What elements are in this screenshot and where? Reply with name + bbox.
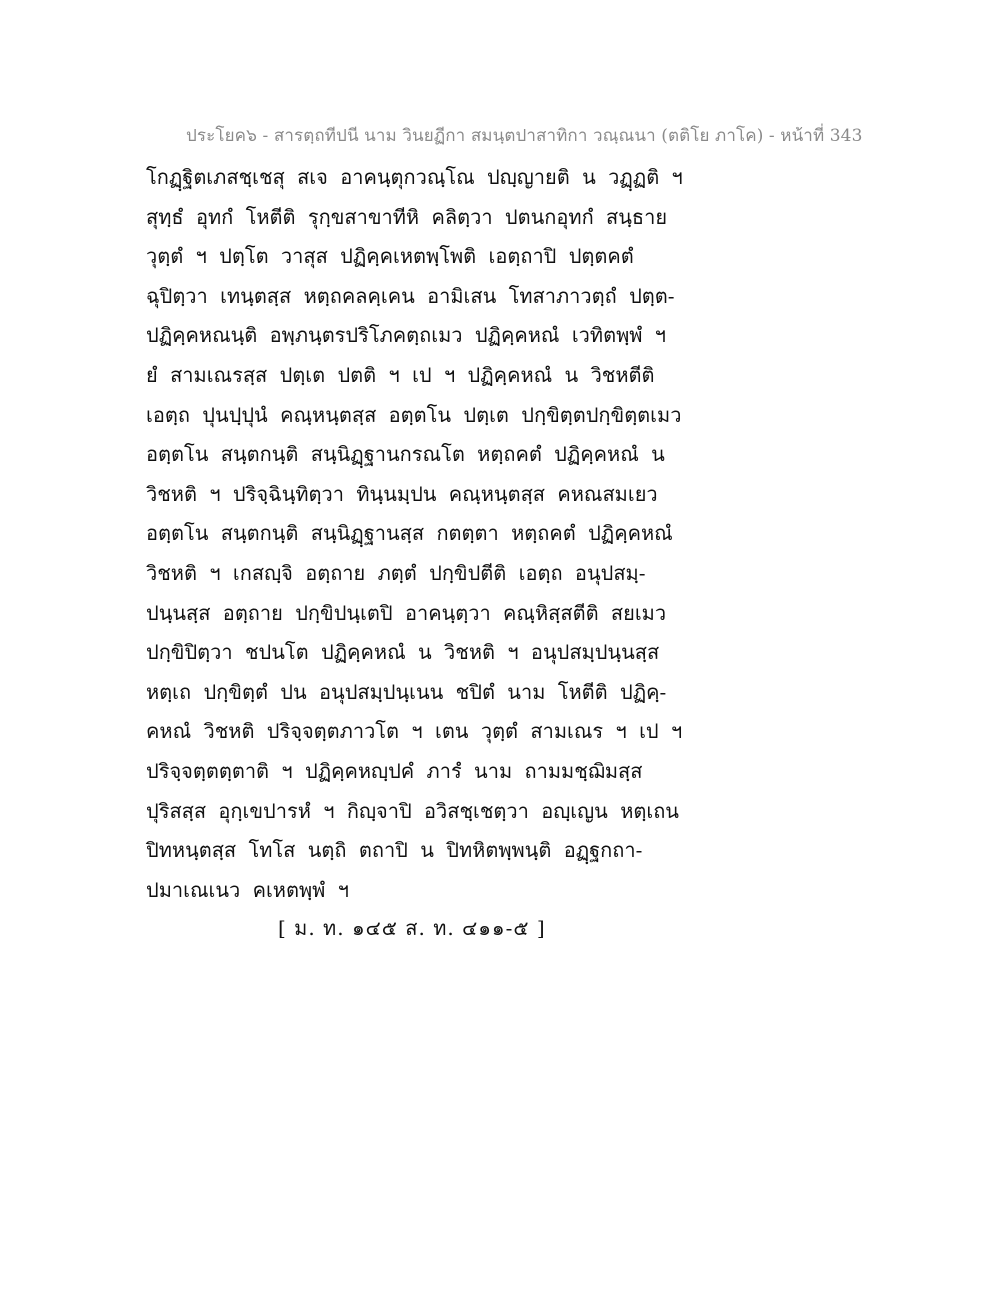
text-line: วิชหติ ฯ ปริจฺฉินฺทิตฺวา ทินฺนมฺปน คณฺหนฺตสฺส คหณสมเยว bbox=[146, 481, 658, 506]
text-line: ปนฺนสฺส อตฺถาย ปกฺขิปนฺเตปิ อาคนฺตฺวา คณฺหิสฺสตีติ สยเมว bbox=[146, 600, 667, 625]
text-line: ปุริสสฺส อุกฺเขปารหํ ฯ กิญฺจาปิ อวิสชฺเชตฺวา อญฺเญน หตฺเถน bbox=[146, 798, 679, 823]
text-line: ปิทหนฺตสฺส โทโส นตฺถิ ตถาปิ น ปิทหิตพฺพนฺติ อฏฺฐกถา- bbox=[146, 838, 643, 863]
text-line: วิชหติ ฯ เกสญฺจิ อตฺถาย ภตฺตํ ปกฺขิปตีติ เอตฺถ อนุปสมฺ- bbox=[146, 560, 646, 585]
running-header: ประโยค๖ - สารตฺถทีปนี นาม วินยฏีกา สมนฺตปาสาทิกา วณฺณนา (ตติโย ภาโค) - หน้าที่ 343 bbox=[186, 126, 863, 146]
text-line: หตฺเถ ปกฺขิตฺตํ ปน อนุปสมฺปนฺเนน ชปิตํ นาม โหตีติ ปฏิคฺ- bbox=[146, 679, 667, 704]
text-line: ปฏิคฺคหณนฺติ อพฺภนฺตรปริโภคตฺถเมว ปฏิคฺคหณํ เวทิตพฺพํ ฯ bbox=[146, 323, 667, 348]
text-line: โกฏฺฐิตเภสชฺเชสุ สเจ อาคนฺตุกวณฺโณ ปญฺญายติ น วฏฺฏติ ฯ bbox=[146, 165, 683, 189]
text-line: เอตฺถ ปุนปฺปุนํ คณฺหนฺตสฺส อตฺตโน ปตฺเต ปกฺขิตฺตปกฺขิตฺตเมว bbox=[146, 402, 682, 427]
text-line: ปริจฺจตฺตตฺตาติ ฯ ปฏิคฺคหญฺปคํ ภารํ นาม ถามมชฺฌิมสฺส bbox=[146, 758, 643, 783]
text-line: อตฺตโน สนฺตกนฺติ สนฺนิฏฺฐานกรณโต หตฺถคตํ ปฏิคฺคหณํ น bbox=[146, 442, 665, 467]
source-reference: [ ม. ท. ๑๔๕ ส. ท. ๔๑๑-๕ ] bbox=[278, 916, 546, 940]
text-line: อตฺตโน สนฺตกนฺติ สนฺนิฏฺฐานสฺส กตตฺตา หตฺถคตํ ปฏิคฺคหณํ bbox=[146, 521, 673, 546]
text-line: วุตฺตํ ฯ ปตฺโต วาสุส ปฏิคฺคเหตพฺโพติ เอตฺถาปิ ปตฺตคตํ bbox=[146, 244, 634, 269]
text-line: สุทฺธํ อุทกํ โหตีติ รุกฺขสาขาทีหิ คลิตฺวา ปตนกอุทกํ สนฺธาย bbox=[146, 204, 668, 229]
text-line: ปมาเณเนว คเหตพฺพํ ฯ bbox=[146, 877, 349, 902]
text-line: ปกฺขิปิตฺวา ชปนโต ปฏิคฺคหณํ น วิชหติ ฯ อนุปสมฺปนฺนสฺส bbox=[146, 640, 660, 665]
text-line: คหณํ วิชหติ ปริจฺจตฺตภาวโต ฯ เตน วุตฺตํ สามเณร ฯ เป ฯ bbox=[146, 719, 683, 744]
body-text bbox=[146, 158, 706, 910]
text-line: ฉุปิตฺวา เทนฺตสฺส หตฺถคลคฺเคน อามิเสน โทสาภาวตฺถํ ปตฺต- bbox=[146, 283, 675, 308]
text-line: ยํ สามเณรสฺส ปตฺเต ปตติ ฯ เป ฯ ปฏิคฺคหณํ น วิชหตีติ bbox=[146, 362, 655, 387]
